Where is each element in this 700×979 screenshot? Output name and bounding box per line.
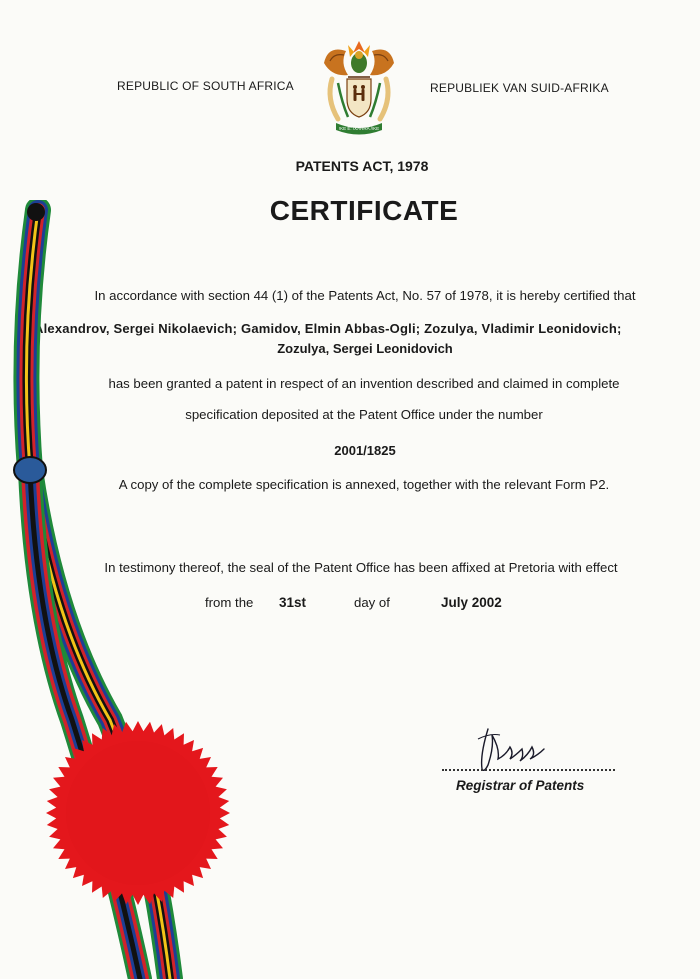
specification-text: specification deposited at the Patent Office under the number bbox=[185, 407, 543, 422]
coat-of-arms-emblem bbox=[318, 33, 400, 138]
ribbon-end-icon bbox=[27, 203, 45, 221]
certificate-title: CERTIFICATE bbox=[269, 195, 459, 226]
registrar-title: Registrar of Patents bbox=[456, 778, 585, 793]
header-left-country: REPUBLIC OF SOUTH AFRICA bbox=[117, 79, 294, 93]
day-of-label: day of bbox=[354, 595, 390, 610]
left-wing-icon bbox=[324, 50, 348, 76]
from-label: from the bbox=[205, 595, 254, 610]
effective-day: 31st bbox=[279, 595, 307, 610]
copy-text: A copy of the complete specification is annexed, together with the relevant Form P2. bbox=[118, 477, 610, 492]
effective-month-year: July 2002 bbox=[441, 595, 502, 610]
inventors-line-1: Alexandrov, Sergei Nikolaevich; Gamidov, Elmin Abbas-Ogli; Zozulya, Vladimir Leonidovich; bbox=[34, 321, 622, 336]
shield-icon bbox=[347, 79, 371, 117]
signature-line bbox=[442, 766, 615, 771]
wax-seal-icon bbox=[45, 720, 231, 906]
intro-text: In accordance with section 44 (1) of the Patents Act, No. 57 of 1978, it is hereby certified that bbox=[94, 288, 636, 303]
inventors-line-2: Zozulya, Sergei Leonidovich bbox=[277, 341, 453, 356]
ribbon-knot-icon bbox=[14, 457, 46, 483]
patent-number: 2001/1825 bbox=[334, 443, 396, 458]
emblem-motto: !KE E: /XARRA //KE bbox=[338, 126, 380, 131]
header-right-country: REPUBLIEK VAN SUID-AFRIKA bbox=[430, 81, 609, 95]
testimony-text: In testimony thereof, the seal of the Patent Office has been affixed at Pretoria with effect bbox=[104, 560, 618, 575]
act-heading: PATENTS ACT, 1978 bbox=[295, 158, 429, 174]
granted-text: has been granted a patent in respect of an invention described and claimed in complete bbox=[108, 376, 620, 391]
right-wing-icon bbox=[370, 50, 394, 76]
